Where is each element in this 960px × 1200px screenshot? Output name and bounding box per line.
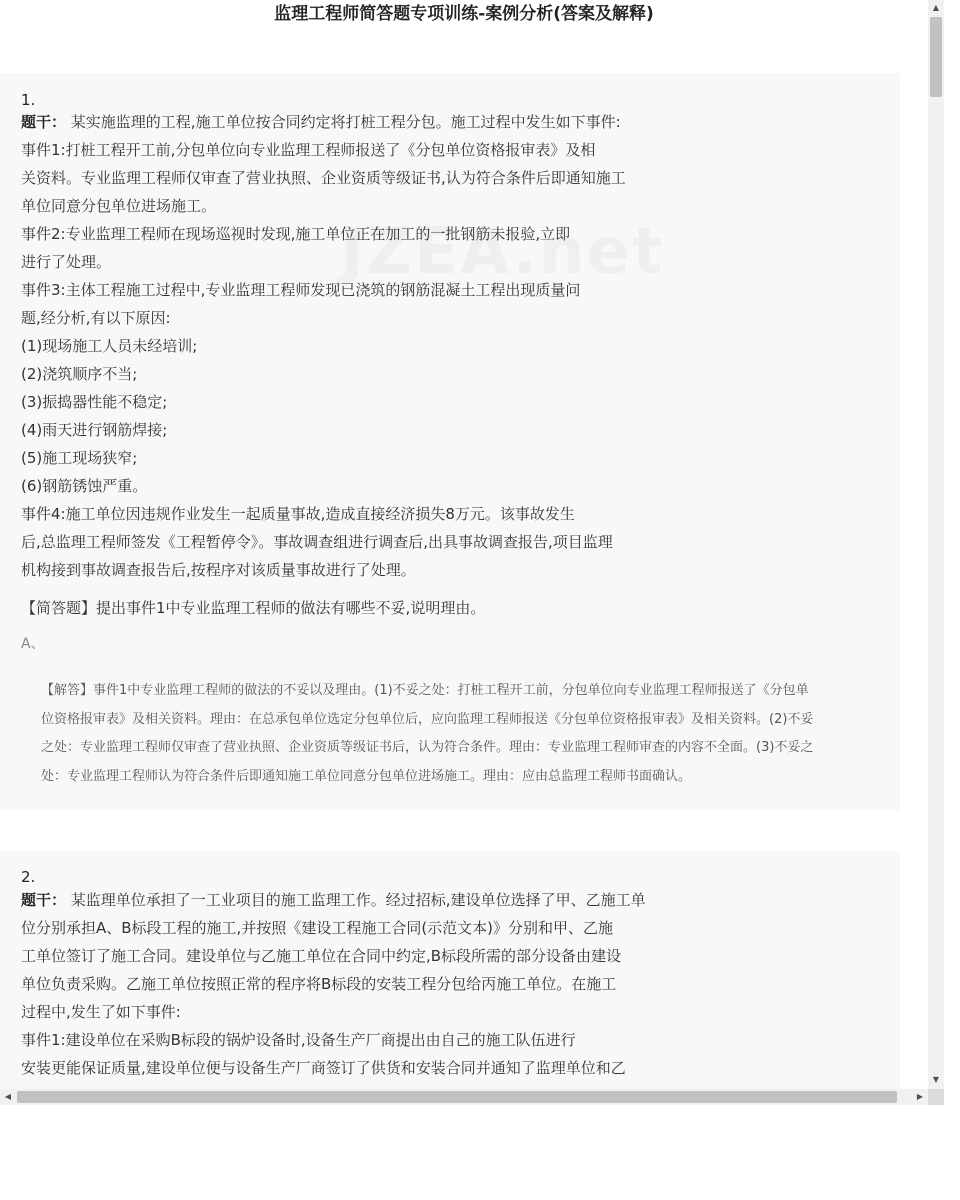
answer-line: 【解答】事件1中专业监理工程师的做法的不妥以及理由。(1)不妥之处：打桩工程开工前，分包单位向专业监理工程师报送了《分包单 xyxy=(41,683,809,698)
stem-label: 题干： xyxy=(21,113,67,131)
question-prompt: 【简答题】提出事件1中专业监理工程师的做法有哪些不妥,说明理由。 xyxy=(21,599,486,617)
answer-line: 位资格报审表》及相关资料。理由：在总承包单位选定分包单位后，应向监理工程师报送《分包单位资格报审表》及相关资料。(2)不妥 xyxy=(41,711,814,727)
scroll-down-arrow-icon[interactable]: ▼ xyxy=(932,1075,940,1084)
question-card-1 xyxy=(0,73,900,810)
stem-line: 题,经分析,有以下原因: xyxy=(21,309,171,327)
stem-line: 单位同意分包单位进场施工。 xyxy=(21,197,217,215)
stem-line: 后,总监理工程师签发《工程暂停令》。事故调查组进行调查后,出具事故调查报告,项目监理 xyxy=(21,533,613,551)
question-stem xyxy=(21,886,721,1082)
stem-line: 事件2:专业监理工程师在现场巡视时发现,施工单位正在加工的一批钢筋未报验,立即 xyxy=(21,225,571,243)
answer-line: 处：专业监理工程师认为符合条件后即通知施工单位同意分包单位进场施工。理由：应由总监理工程师书面确认。 xyxy=(41,768,692,784)
question-card-2 xyxy=(0,851,900,1089)
answer-explanation xyxy=(41,677,877,791)
stem-line: 进行了处理。 xyxy=(21,253,112,271)
scrollbar-corner xyxy=(928,1089,944,1105)
question-stem xyxy=(21,108,721,584)
question-number: 1. xyxy=(21,91,36,109)
stem-line: (4)雨天进行钢筋焊接; xyxy=(21,421,168,439)
stem-line: (6)钢筋锈蚀严重。 xyxy=(21,477,148,495)
stem-line: (1)现场施工人员未经培训; xyxy=(21,337,198,355)
stem-line: 事件3:主体工程施工过程中,专业监理工程师发现已浇筑的钢筋混凝土工程出现质量问 xyxy=(21,281,581,299)
stem-label: 题干： xyxy=(21,891,67,909)
answer-line: 之处：专业监理工程师仅审查了营业执照、企业资质等级证书后，认为符合条件。理由：专业监理工程师审查的内容不全面。(3)不妥之 xyxy=(41,740,814,755)
stem-line: (5)施工现场狭窄; xyxy=(21,449,138,467)
vertical-scrollbar[interactable] xyxy=(928,0,944,1089)
stem-line: 工单位签订了施工合同。建设单位与乙施工单位在合同中约定,B标段所需的部分设备由建设 xyxy=(21,947,622,965)
stem-line: 单位负责采购。乙施工单位按照正常的程序将B标段的安装工程分包给丙施工单位。在施工 xyxy=(21,975,617,993)
stem-line: 事件4:施工单位因违规作业发生一起质量事故,造成直接经济损失8万元。该事故发生 xyxy=(21,505,575,523)
scroll-left-arrow-icon[interactable]: ◀ xyxy=(4,1092,12,1101)
stem-line: 题干： 某监理单位承担了一工业项目的施工监理工作。经过招标,建设单位选择了甲、乙施工单 xyxy=(21,891,646,909)
answer-option-a[interactable]: A、 xyxy=(21,636,45,652)
stem-line: (2)浇筑顺序不当; xyxy=(21,365,138,383)
stem-line: 过程中,发生了如下事件: xyxy=(21,1003,181,1021)
scroll-right-arrow-icon[interactable]: ▶ xyxy=(916,1092,924,1101)
stem-line: 安装更能保证质量,建设单位便与设备生产厂商签订了供货和安装合同并通知了监理单位和乙 xyxy=(21,1059,626,1077)
stem-line: (3)振捣器性能不稳定; xyxy=(21,393,168,411)
vertical-scroll-thumb[interactable] xyxy=(930,17,942,97)
stem-line: 位分别承担A、B标段工程的施工,并按照《建设工程施工合同(示范文本)》分别和甲、乙施 xyxy=(21,919,614,937)
page-title: 监理工程师简答题专项训练-案例分析(答案及解释) xyxy=(274,4,654,24)
stem-line: 机构接到事故调查报告后,按程序对该质量事故进行了处理。 xyxy=(21,561,416,579)
stem-line: 事件1:打桩工程开工前,分包单位向专业监理工程师报送了《分包单位资格报审表》及相 xyxy=(21,141,596,159)
horizontal-scroll-thumb[interactable] xyxy=(17,1091,897,1103)
question-number: 2. xyxy=(21,868,36,886)
scroll-up-arrow-icon[interactable]: ▲ xyxy=(932,3,940,12)
stem-line: 事件1:建设单位在采购B标段的锅炉设备时,设备生产厂商提出由自己的施工队伍进行 xyxy=(21,1031,576,1049)
stem-line: 题干： 某实施监理的工程,施工单位按合同约定将打桩工程分包。施工过程中发生如下事件: xyxy=(21,113,621,131)
stem-line: 关资料。专业监理工程师仅审查了营业执照、企业资质等级证书,认为符合条件后即通知施工 xyxy=(21,169,626,187)
horizontal-scrollbar[interactable] xyxy=(0,1089,928,1105)
